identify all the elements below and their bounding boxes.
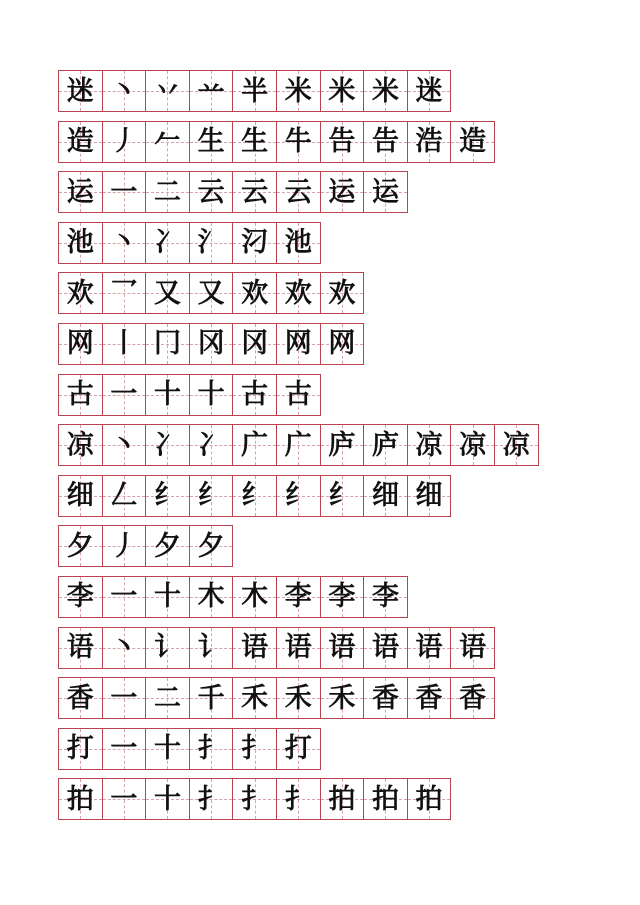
stroke-step-glyph: 一 [110,379,138,411]
stroke-step-cell [189,677,234,719]
character-row [58,728,618,770]
stroke-step-cell [189,374,234,416]
stroke-step-glyph: 米 [328,75,356,107]
stroke-step-cell [320,677,365,719]
stroke-step-glyph: 𠂉 [153,126,181,158]
stroke-step-cell [102,374,147,416]
stroke-step-glyph: 庐 [371,429,399,461]
stroke-step-glyph: 丶 [110,429,138,461]
stroke-step-cell [102,424,147,466]
stroke-step-cell [276,171,321,213]
stroke-step-cell [102,778,147,820]
stroke-step-cell [145,778,190,820]
stroke-step-glyph: 凉 [459,429,487,461]
stroke-step-cell [276,222,321,264]
character-row [58,222,618,264]
stroke-step-glyph: 汈 [241,227,269,259]
character-cell [58,677,103,719]
stroke-step-glyph: 冫 [153,429,181,461]
stroke-step-glyph: 网 [284,328,312,360]
character-row [58,525,618,567]
stroke-step-glyph: 云 [284,176,312,208]
stroke-step-cell [276,576,321,618]
stroke-step-glyph: 造 [459,126,487,158]
stroke-step-glyph: 丿 [110,530,138,562]
stroke-step-cell [145,374,190,416]
character-cell [58,70,103,112]
stroke-step-cell [232,222,277,264]
stroke-step-glyph: 乛 [110,277,138,309]
character-cell [58,374,103,416]
stroke-step-cell [407,121,452,163]
stroke-step-cell [320,121,365,163]
stroke-step-cell [363,576,408,618]
stroke-step-cell [407,70,452,112]
stroke-step-cell [363,424,408,466]
stroke-step-cell [232,728,277,770]
stroke-step-glyph: 古 [284,379,312,411]
stroke-step-glyph: 香 [371,682,399,714]
stroke-step-glyph: 李 [328,581,356,613]
character-row [58,374,618,416]
stroke-step-cell [102,272,147,314]
stroke-step-cell [102,728,147,770]
stroke-step-glyph: 李 [284,581,312,613]
stroke-step-glyph: 香 [415,682,443,714]
stroke-step-glyph: 丶 [110,632,138,664]
character-glyph: 香 [66,682,94,714]
stroke-step-cell [189,525,234,567]
stroke-step-glyph: 纟 [153,480,181,512]
stroke-step-cell [363,475,408,517]
stroke-step-glyph: 池 [284,227,312,259]
stroke-step-glyph: 半 [241,75,269,107]
stroke-step-glyph: 冂 [153,328,181,360]
stroke-step-cell [407,475,452,517]
stroke-step-cell [189,576,234,618]
stroke-step-glyph: 丿 [110,126,138,158]
stroke-step-cell [320,576,365,618]
stroke-step-glyph: 禾 [328,682,356,714]
stroke-step-glyph: 又 [153,277,181,309]
stroke-step-cell [407,677,452,719]
stroke-step-cell [232,778,277,820]
stroke-step-glyph: 冈 [241,328,269,360]
stroke-step-cell [189,778,234,820]
stroke-step-cell [102,222,147,264]
stroke-step-glyph: 云 [241,176,269,208]
stroke-step-glyph: 拍 [371,783,399,815]
stroke-step-glyph: 细 [415,480,443,512]
stroke-step-cell [363,677,408,719]
stroke-step-glyph: 丶 [110,227,138,259]
stroke-step-cell [145,121,190,163]
stroke-step-cell [189,222,234,264]
stroke-step-glyph: 扌 [241,733,269,765]
character-row [58,677,618,719]
stroke-step-glyph: 生 [241,126,269,158]
stroke-step-cell [320,627,365,669]
stroke-step-glyph: 冫 [153,227,181,259]
stroke-step-glyph: 木 [197,581,225,613]
stroke-step-cell [320,424,365,466]
stroke-step-cell [276,677,321,719]
stroke-step-glyph: 丷 [153,75,181,107]
stroke-step-cell [102,525,147,567]
stroke-step-cell [189,171,234,213]
stroke-step-glyph: 古 [241,379,269,411]
stroke-step-glyph: 十 [153,783,181,815]
character-row [58,424,618,466]
stroke-step-cell [189,323,234,365]
stroke-step-glyph: 冫 [197,429,225,461]
stroke-step-glyph: 扌 [284,783,312,815]
character-cell [58,323,103,365]
stroke-step-glyph: 语 [459,632,487,664]
character-glyph: 造 [66,126,94,158]
stroke-step-glyph: 夕 [153,530,181,562]
stroke-step-cell [232,272,277,314]
stroke-step-glyph: 讠 [197,632,225,664]
stroke-step-cell [189,424,234,466]
stroke-step-glyph: 广 [241,429,269,461]
character-row [58,778,618,820]
stroke-step-glyph: 二 [153,682,181,714]
character-cell [58,576,103,618]
character-glyph: 打 [66,733,94,765]
character-glyph: 拍 [66,783,94,815]
stroke-step-cell [407,424,452,466]
stroke-step-cell [320,475,365,517]
character-cell [58,728,103,770]
stroke-step-cell [145,627,190,669]
stroke-step-glyph: 打 [284,733,312,765]
stroke-step-cell [189,475,234,517]
stroke-step-cell [320,778,365,820]
stroke-step-cell [102,121,147,163]
stroke-step-glyph: 扌 [241,783,269,815]
stroke-step-cell [276,272,321,314]
character-cell [58,778,103,820]
stroke-step-cell [407,778,452,820]
stroke-step-glyph: 语 [371,632,399,664]
stroke-step-cell [232,121,277,163]
character-glyph: 运 [66,176,94,208]
stroke-step-cell [450,627,495,669]
stroke-step-glyph: 米 [371,75,399,107]
stroke-step-glyph: 香 [459,682,487,714]
stroke-step-glyph: 浩 [415,126,443,158]
stroke-step-cell [232,374,277,416]
stroke-step-cell [276,374,321,416]
stroke-step-glyph: 告 [371,126,399,158]
stroke-step-cell [407,627,452,669]
stroke-step-cell [232,627,277,669]
stroke-step-cell [450,424,495,466]
stroke-step-glyph: 冈 [197,328,225,360]
stroke-step-cell [145,525,190,567]
stroke-step-cell [276,70,321,112]
stroke-step-glyph: 凉 [502,429,530,461]
stroke-step-cell [145,272,190,314]
stroke-step-cell [450,121,495,163]
stroke-step-glyph: 一 [110,581,138,613]
stroke-step-cell [145,728,190,770]
stroke-step-cell [145,70,190,112]
stroke-step-glyph: 庐 [328,429,356,461]
stroke-step-glyph: 千 [197,682,225,714]
stroke-step-glyph: 细 [371,480,399,512]
character-glyph: 欢 [66,277,94,309]
character-row [58,627,618,669]
stroke-step-glyph: 夕 [197,530,225,562]
stroke-step-cell [102,323,147,365]
stroke-step-glyph: 一 [110,733,138,765]
character-row [58,323,618,365]
stroke-step-glyph: 语 [415,632,443,664]
stroke-step-glyph: 运 [371,176,399,208]
character-glyph: 夕 [66,530,94,562]
stroke-step-cell [276,424,321,466]
stroke-step-glyph: 䒑 [197,75,225,107]
stroke-step-cell [102,171,147,213]
stroke-step-cell [276,627,321,669]
stroke-step-glyph: 一 [110,783,138,815]
character-row [58,576,618,618]
character-cell [58,272,103,314]
stroke-step-cell [102,70,147,112]
stroke-step-glyph: 一 [110,682,138,714]
stroke-step-glyph: 禾 [241,682,269,714]
character-cell [58,222,103,264]
stroke-step-glyph: 十 [153,733,181,765]
stroke-step-cell [320,323,365,365]
stroke-step-glyph: 米 [284,75,312,107]
stroke-step-cell [363,778,408,820]
stroke-step-glyph: 丨 [110,328,138,360]
stroke-step-cell [494,424,539,466]
stroke-step-glyph: 讠 [153,632,181,664]
stroke-step-cell [276,475,321,517]
stroke-step-glyph: 纟 [328,480,356,512]
stroke-step-cell [276,778,321,820]
character-row [58,70,618,112]
stroke-step-cell [320,171,365,213]
stroke-step-glyph: 运 [328,176,356,208]
stroke-step-cell [145,171,190,213]
stroke-step-glyph: 拍 [328,783,356,815]
stroke-step-glyph: 十 [153,379,181,411]
stroke-step-cell [102,677,147,719]
stroke-step-glyph: 拍 [415,783,443,815]
stroke-step-glyph: 欢 [328,277,356,309]
stroke-step-glyph: 生 [197,126,225,158]
stroke-step-glyph: 扌 [197,733,225,765]
stroke-step-glyph: 牛 [284,126,312,158]
character-glyph: 古 [66,379,94,411]
character-glyph: 池 [66,227,94,259]
stroke-step-cell [363,171,408,213]
stroke-step-glyph: 语 [241,632,269,664]
stroke-step-glyph: 氵 [197,227,225,259]
stroke-step-cell [145,424,190,466]
stroke-step-cell [232,171,277,213]
stroke-step-glyph: 十 [153,581,181,613]
stroke-step-cell [363,70,408,112]
character-row [58,121,618,163]
stroke-step-cell [232,576,277,618]
stroke-step-cell [320,70,365,112]
stroke-step-cell [276,121,321,163]
stroke-step-cell [232,70,277,112]
stroke-step-cell [189,272,234,314]
stroke-step-glyph: 广 [284,429,312,461]
stroke-step-glyph: 扌 [197,783,225,815]
stroke-step-glyph: 语 [284,632,312,664]
stroke-order-sheet [58,70,618,829]
character-cell [58,627,103,669]
stroke-step-glyph: 李 [371,581,399,613]
stroke-step-glyph: 纟 [197,480,225,512]
stroke-step-cell [232,323,277,365]
stroke-step-glyph: 云 [197,176,225,208]
character-cell [58,171,103,213]
stroke-step-cell [189,121,234,163]
stroke-step-glyph: 二 [153,176,181,208]
stroke-step-cell [320,272,365,314]
stroke-step-cell [145,677,190,719]
stroke-step-cell [189,627,234,669]
stroke-step-cell [232,424,277,466]
character-glyph: 网 [66,328,94,360]
character-glyph: 迷 [66,75,94,107]
character-glyph: 语 [66,632,94,664]
stroke-step-cell [276,323,321,365]
character-row [58,272,618,314]
stroke-step-cell [145,576,190,618]
stroke-step-glyph: 语 [328,632,356,664]
stroke-step-glyph: 木 [241,581,269,613]
stroke-step-cell [145,222,190,264]
stroke-step-glyph: 又 [197,277,225,309]
stroke-step-glyph: 纟 [241,480,269,512]
stroke-step-cell [102,475,147,517]
stroke-step-glyph: 丶 [110,75,138,107]
character-row [58,475,618,517]
stroke-step-cell [189,728,234,770]
stroke-step-glyph: 纟 [284,480,312,512]
stroke-step-cell [232,475,277,517]
stroke-step-cell [363,627,408,669]
stroke-step-cell [450,677,495,719]
stroke-step-glyph: 一 [110,176,138,208]
character-row [58,171,618,213]
stroke-step-cell [363,121,408,163]
stroke-step-cell [102,576,147,618]
character-glyph: 凉 [66,429,94,461]
stroke-step-cell [232,677,277,719]
stroke-step-cell [145,475,190,517]
character-cell [58,475,103,517]
character-glyph: 细 [66,480,94,512]
stroke-step-cell [189,70,234,112]
stroke-step-glyph: 迷 [415,75,443,107]
character-glyph: 李 [66,581,94,613]
character-cell [58,525,103,567]
stroke-step-cell [276,728,321,770]
stroke-step-glyph: 欢 [241,277,269,309]
character-cell [58,424,103,466]
stroke-step-glyph: 十 [197,379,225,411]
stroke-step-glyph: 网 [328,328,356,360]
stroke-step-cell [102,627,147,669]
stroke-step-cell [145,323,190,365]
stroke-step-glyph: 凉 [415,429,443,461]
stroke-step-glyph: 欢 [284,277,312,309]
stroke-step-glyph: 告 [328,126,356,158]
character-cell [58,121,103,163]
stroke-step-glyph: 𠃋 [110,480,138,512]
stroke-step-glyph: 禾 [284,682,312,714]
